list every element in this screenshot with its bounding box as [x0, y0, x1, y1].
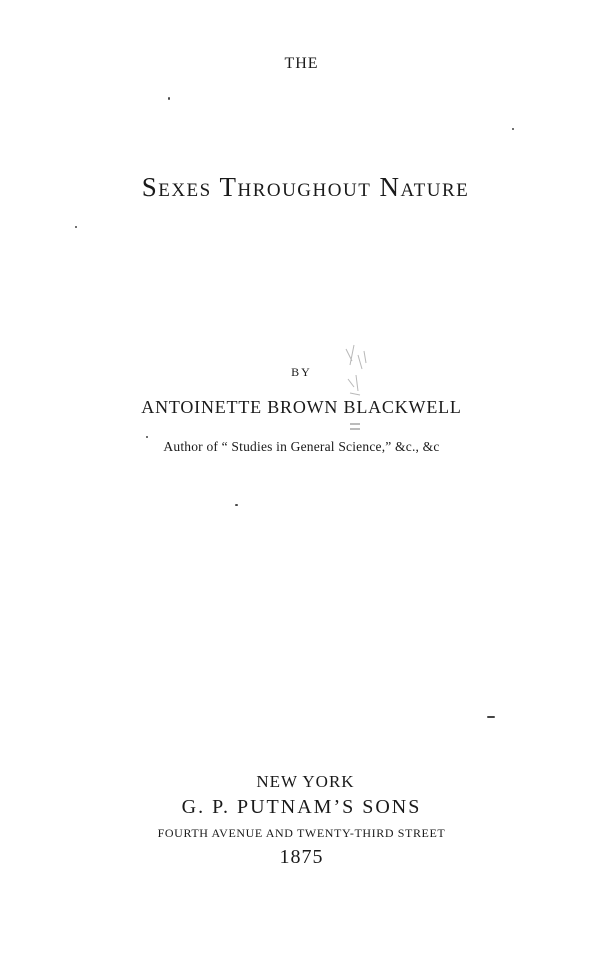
scan-speck: [235, 504, 238, 506]
scan-speck: [512, 128, 514, 130]
by-line: BY: [291, 365, 312, 379]
pencil-mark: [338, 335, 378, 405]
imprint-address: FOURTH AVENUE AND TWENTY-THIRD STREET: [157, 826, 446, 840]
scan-speck: [146, 436, 148, 438]
title-article: THE: [284, 55, 319, 72]
scan-speck: [168, 97, 170, 100]
book-title: Sexes Throughout Nature: [141, 172, 470, 202]
imprint-city: NEW YORK: [256, 772, 355, 791]
scan-speck: [75, 226, 77, 228]
imprint-year: 1875: [279, 846, 324, 868]
author-name: ANTOINETTE BROWN BLACKWELL: [141, 397, 462, 417]
author-credentials: Author of “ Studies in General Science,” &c., &c: [163, 439, 440, 454]
pencil-mark: [348, 420, 364, 436]
imprint-publisher: G. P. PUTNAM’S SONS: [181, 796, 422, 818]
scan-speck: [487, 716, 495, 718]
